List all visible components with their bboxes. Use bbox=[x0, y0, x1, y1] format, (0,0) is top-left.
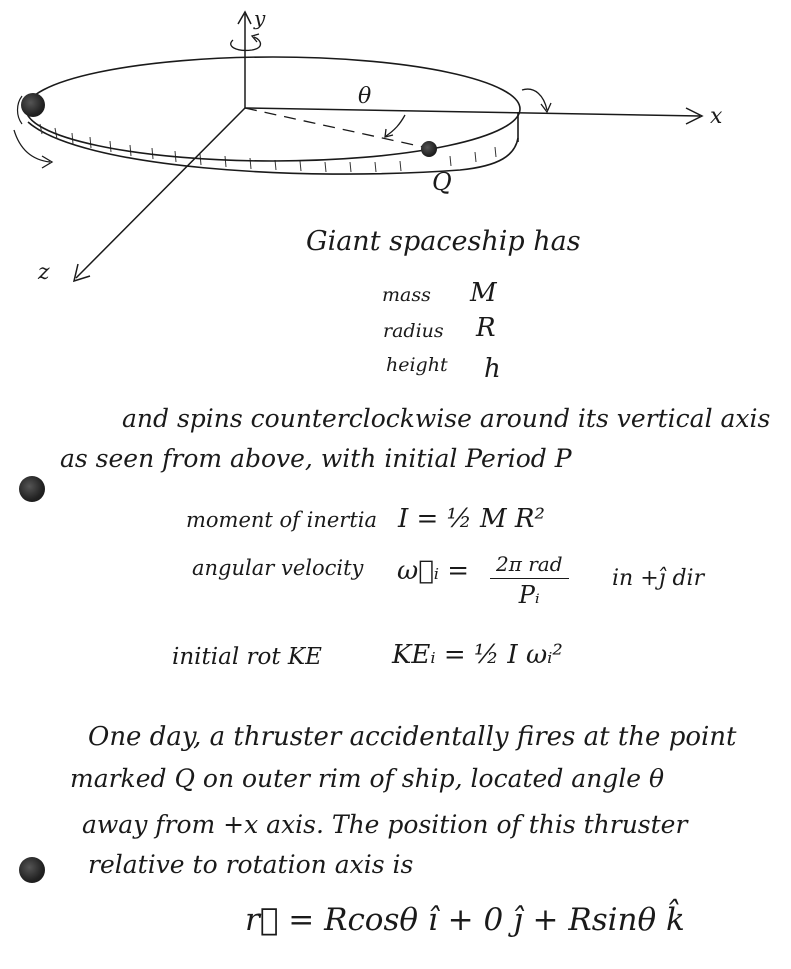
property-label-height: height bbox=[386, 354, 448, 376]
inertia-expression: I = ½ M R² bbox=[398, 504, 545, 534]
inertia-label: moment of inertia bbox=[186, 508, 378, 532]
bullet-dot-1 bbox=[19, 476, 45, 502]
property-symbol-mass: M bbox=[470, 278, 497, 308]
z-axis bbox=[76, 108, 245, 278]
thruster-line-2: marked Q on outer rim of ship, located angle θ bbox=[70, 764, 665, 793]
spin-line-1: and spins counterclockwise around its vertical axis bbox=[122, 404, 771, 433]
z-axis-label: z bbox=[38, 260, 50, 285]
point-q-dot bbox=[421, 141, 437, 157]
angvel-numerator: 2π rad bbox=[490, 552, 569, 579]
angvel-direction: in +ĵ dir bbox=[612, 566, 705, 591]
angvel-label: angular velocity bbox=[192, 556, 364, 580]
disk-rim-bottom bbox=[28, 122, 518, 174]
angvel-denominator: Pᵢ bbox=[518, 581, 540, 609]
property-symbol-radius: R bbox=[476, 313, 496, 343]
property-label-mass: mass bbox=[382, 284, 431, 306]
angvel-lhs: ω⃗ᵢ = bbox=[397, 556, 470, 586]
y-axis-label: y bbox=[254, 6, 266, 30]
property-symbol-height: h bbox=[484, 354, 501, 384]
ke-label: initial rot KE bbox=[172, 644, 322, 670]
x-axis bbox=[245, 108, 700, 116]
intro-heading: Giant spaceship has bbox=[306, 226, 581, 257]
thruster-line-3: away from +x axis. The position of this thruster bbox=[82, 810, 688, 839]
ke-expression: KEᵢ = ½ I ωᵢ² bbox=[392, 640, 563, 670]
x-axis-label: x bbox=[710, 104, 723, 129]
theta-label: θ bbox=[358, 84, 372, 109]
bullet-dot-2 bbox=[19, 857, 45, 883]
angle-arc bbox=[386, 115, 405, 136]
spin-line-2: as seen from above, with initial Period P bbox=[60, 444, 572, 473]
property-label-radius: radius bbox=[383, 320, 444, 342]
angvel-fraction bbox=[490, 552, 569, 609]
thruster-line-1: One day, a thruster accidentally fires at the point bbox=[88, 722, 737, 752]
thruster-line-4: relative to rotation axis is bbox=[88, 850, 414, 879]
q-label: Q bbox=[432, 168, 452, 196]
position-vector: r⃗ = Rcosθ î + 0 ĵ + Rsinθ k̂ bbox=[245, 902, 685, 938]
left-thruster-dot bbox=[21, 93, 45, 117]
dashed-radius bbox=[245, 108, 428, 148]
